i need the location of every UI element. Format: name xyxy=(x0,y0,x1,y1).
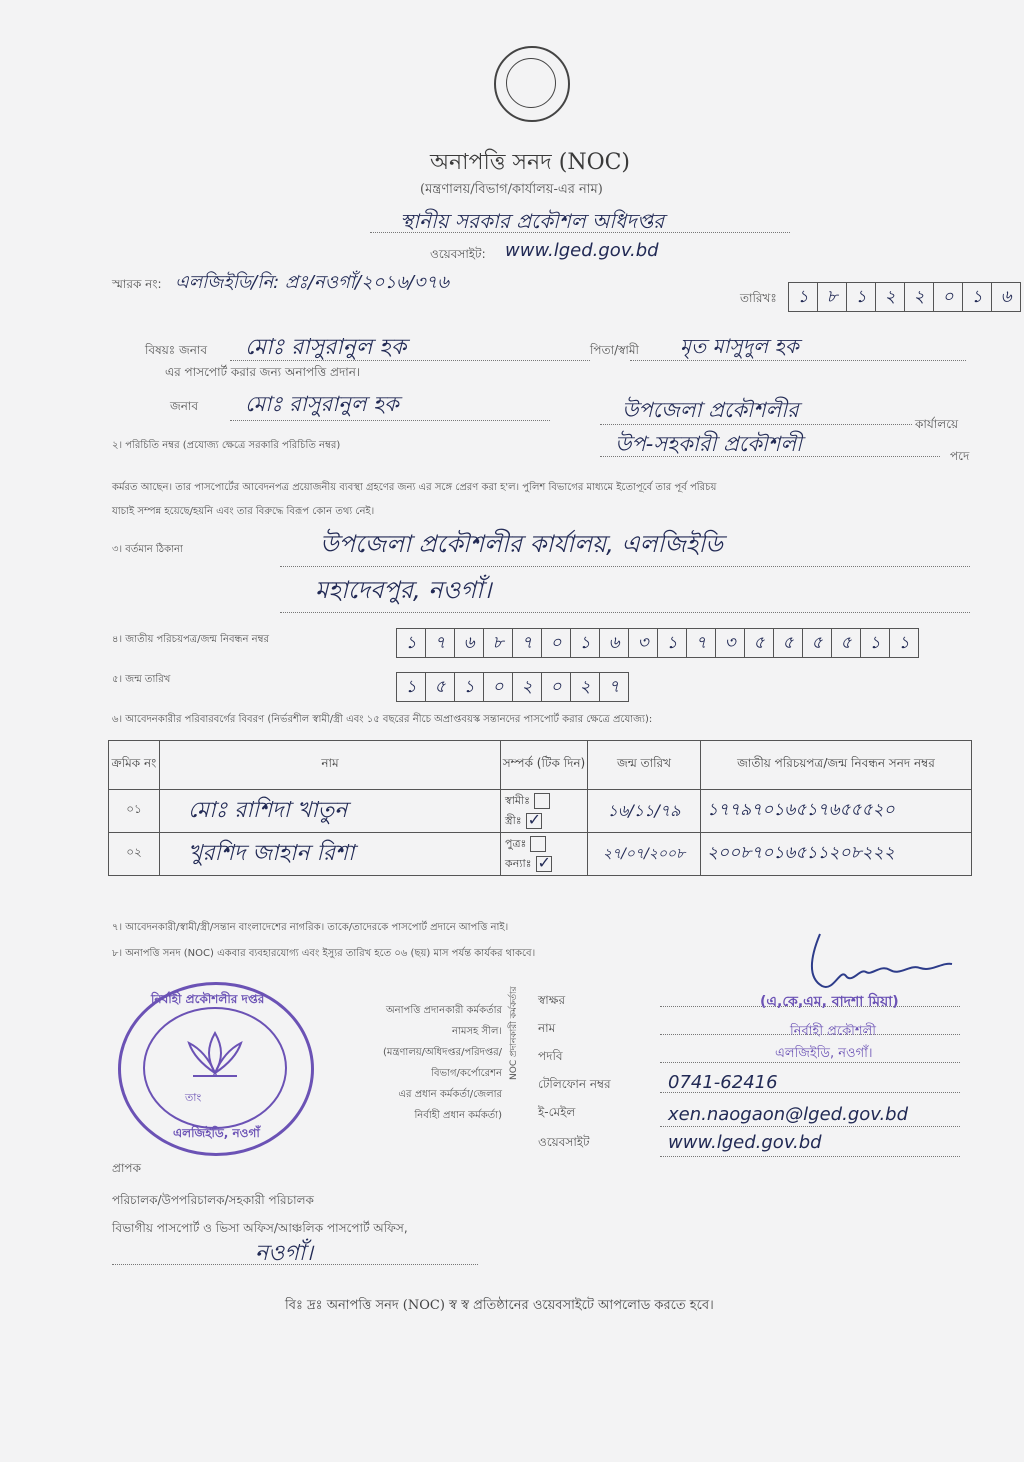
field-label: স্বাক্ষর xyxy=(538,993,566,1007)
dob-digit: ৫ xyxy=(426,673,455,701)
subject-label: বিষয়ঃ জনাব xyxy=(145,343,208,357)
field-label: টেলিফোন নম্বর xyxy=(538,1077,611,1091)
dob-digit: ২ xyxy=(513,673,542,701)
address-label: ৩। বর্তমান ঠিকানা xyxy=(112,544,183,555)
signatory-name-stamp: (এ,কে,এম, বাদশা মিয়া) xyxy=(760,994,899,1010)
signatory-office-stamp: এলজিইডি, নওগাঁ। xyxy=(775,1046,873,1061)
signatory-caption: অনাপত্তি প্রদানকারী কর্মকর্তার নামসহ সীল। (মন্ত্রণালয়/অধিদপ্তর/পরিদপ্তর/ বিভাগ/কর্পোরেশন এর প্রধান কর্মকর্তা/জেলার নির্বাহী প্রধান কর্মকর্তা) xyxy=(382,1005,502,1121)
office-stamp-icon xyxy=(118,982,314,1156)
recipient-line2: বিভাগীয় পাসপোর্ট ও ভিসা অফিস/আঞ্চলিক পাসপোর্ট অফিস, xyxy=(112,1221,408,1235)
row-dob: ২৭/০৭/২০০৮ xyxy=(602,846,686,862)
date-label: তারিখঃ xyxy=(740,291,777,305)
nid-digit: ০ xyxy=(542,629,571,657)
post-suffix: পদে xyxy=(950,449,970,463)
dob-digit: ০ xyxy=(484,673,513,701)
col-nid: জাতীয় পরিচয়পত্র/জন্ম নিবন্ধন সনদ নম্বর xyxy=(701,741,972,790)
field-label: ওয়েবসাইট xyxy=(538,1135,590,1149)
para-line2: যাচাই সম্পন্ন হয়েছে/হয়নি এবং তার বিরুদ্ধে বিরূপ কোন তথ্য নেই। xyxy=(112,506,375,517)
nid-digit: ৩ xyxy=(716,629,745,657)
office-handwritten: উপজেলা প্রকৌশলীর xyxy=(622,398,799,422)
signatory-designation-stamp: নির্বাহী প্রকৌশলী xyxy=(790,1024,877,1039)
website-label: ওয়েবসাইট: xyxy=(430,247,486,261)
field-label: ই-মেইল xyxy=(538,1105,576,1119)
dob-boxes xyxy=(396,672,629,702)
row-serial: ০২ xyxy=(109,833,160,876)
stamp-bottom-text: এলজিইডি, নওগাঁ xyxy=(173,1126,260,1140)
date-boxes xyxy=(788,282,1021,312)
id-label: ২। পরিচিতি নম্বর (প্রযোজ্য ক্ষেত্রে সরকারি পরিচিতি নম্বর) xyxy=(112,440,341,451)
rel-b-checkbox[interactable] xyxy=(526,813,542,829)
field-label: নাম xyxy=(538,1021,556,1035)
table-row xyxy=(109,790,972,833)
father-label: পিতা/স্বামী xyxy=(590,343,639,357)
applicant-name: মোঃ রাসুরানুল হক xyxy=(245,335,407,360)
date-digit: ৮ xyxy=(818,283,847,311)
col-dob: জন্ম তারিখ xyxy=(588,741,701,790)
rel-b-label: কন্যাঃ xyxy=(505,856,532,870)
recipient-label: প্রাপক xyxy=(112,1161,141,1175)
nid-digit: ৩ xyxy=(629,629,658,657)
note-7: ৭। আবেদনকারী/স্বামী/স্ত্রী/সন্তান বাংলাদেশের নাগরিক। তাকে/তাদেরকে পাসপোর্ট প্রদানে আপত্তি নাই। xyxy=(112,922,509,933)
family-table xyxy=(108,740,972,876)
nid-digit: ৮ xyxy=(484,629,513,657)
nid-digit: ৭ xyxy=(687,629,716,657)
date-digit: ১ xyxy=(789,283,818,311)
address-line2: মহাদেবপুর, নওগাঁ। xyxy=(315,576,492,604)
date-digit: ১ xyxy=(963,283,992,311)
rel-a-checkbox[interactable] xyxy=(534,793,550,809)
government-seal-icon xyxy=(494,46,570,122)
document-title: অনাপত্তি সনদ (NOC) xyxy=(430,150,631,175)
nid-digit: ১ xyxy=(658,629,687,657)
row-dob: ১৬/১১/৭৯ xyxy=(607,800,681,820)
recipient-city: নওগাঁ। xyxy=(255,1241,313,1266)
para-line1: কর্মরত আছেন। তার পাসপোর্টের আবেদনপত্র প্রয়োজনীয় ব্যবস্থা গ্রহণের জন্য এর সঙ্গে প্রেরণ করা হ'ল। পুলিশ বিভাগের মাধ্যমে ইতোপূর্বে তার পূর্ব পরিচয় xyxy=(112,482,717,493)
col-relation: সম্পর্ক (টিক দিন) xyxy=(501,741,588,790)
nid-label: ৪। জাতীয় পরিচয়পত্র/জন্ম নিবন্ধন নম্বর xyxy=(112,634,269,645)
nid-digit: ৭ xyxy=(426,629,455,657)
footer-note: বিঃ দ্রঃ অনাপত্তি সনদ (NOC) স্ব স্ব প্রতিষ্ঠানের ওয়েবসাইটে আপলোড করতে হবে। xyxy=(285,1298,714,1313)
phone-value: 0741-62416 xyxy=(668,1072,778,1093)
nid-digit: ১ xyxy=(397,629,426,657)
rel-b-label: স্ত্রীঃ xyxy=(505,813,522,827)
date-digit: ১ xyxy=(847,283,876,311)
website-handwritten: www.lged.gov.bd xyxy=(668,1132,822,1153)
email-value: xen.naogaon@lged.gov.bd xyxy=(668,1104,909,1125)
date-digit: ২ xyxy=(876,283,905,311)
row-name: মোঃ রাশিদা খাতুন xyxy=(188,797,348,823)
rel-b-checkbox[interactable] xyxy=(536,856,552,872)
note-8: ৮। অনাপত্তি সনদ (NOC) একবার ব্যবহারযোগ্য এবং ইস্যুর তারিখ হতে ০৬ (ছয়) মাস পর্যন্ত কার্যকর থাকবে। xyxy=(112,948,536,959)
date-digit: ২ xyxy=(905,283,934,311)
dob-digit: ০ xyxy=(542,673,571,701)
dob-digit: ২ xyxy=(571,673,600,701)
stamp-top-text: নির্বাহী প্রকৌশলীর দপ্তর xyxy=(151,992,265,1006)
nid-digit: ৫ xyxy=(745,629,774,657)
memo-label: স্মারক নং: xyxy=(112,277,162,291)
address-line1: উপজেলা প্রকৌশলীর কার্যালয়, এলজিইডি xyxy=(320,530,723,558)
post-handwritten: উপ-সহকারী প্রকৌশলী xyxy=(615,432,803,456)
nid-boxes xyxy=(396,628,919,658)
line2-name: মোঃ রাসুরানুল হক xyxy=(245,392,399,416)
nid-digit: ৭ xyxy=(513,629,542,657)
nid-digit: ৫ xyxy=(774,629,803,657)
nid-digit: ৫ xyxy=(803,629,832,657)
office-suffix: কার্যালয়ে xyxy=(915,417,959,431)
col-serial: ক্রমিক নং xyxy=(109,741,160,790)
rel-a-checkbox[interactable] xyxy=(530,836,546,852)
signature-icon xyxy=(800,928,960,998)
nid-digit: ৬ xyxy=(600,629,629,657)
document-subtitle: (মন্ত্রণালয়/বিভাগ/কার্যালয়-এর নাম) xyxy=(420,182,603,197)
father-name: মৃত মাসুদুল হক xyxy=(680,334,799,358)
col-name: নাম xyxy=(160,741,501,790)
row-nid: ১৭৭৯৭০১৬৫১৭৬৫৫৫২০ xyxy=(707,800,895,820)
family-label: ৬। আবেদনকারীর পরিবারবর্গের বিবরণ (নির্ভরশীল স্বামী/স্ত্রী এবং ১৫ বছরের নীচে অপ্রাপ্তবয়স্ক সন্তানদের পাসপোর্ট করার ক্ষেত্রে প্রযোজ্য): xyxy=(112,714,653,725)
nid-digit: ১ xyxy=(861,629,890,657)
table-row xyxy=(109,833,972,876)
field-label: পদবি xyxy=(538,1049,563,1063)
dob-digit: ১ xyxy=(455,673,484,701)
vertical-label: NOC প্রদানকারী কর্মকর্তার xyxy=(509,986,519,1080)
stamp-date-label: তাং xyxy=(185,1091,202,1104)
memo-number: এলজিইডি/নি: প্রঃ/নওগাঁ/২০১৬/৩৭৬ xyxy=(175,272,449,293)
date-digit: ৬ xyxy=(1000,287,1012,307)
purpose-text: এর পাসপোর্ট করার জন্য অনাপত্তি প্রদান। xyxy=(165,365,361,379)
rel-a-label: পুত্রঃ xyxy=(505,836,527,850)
line2-label: জনাব xyxy=(170,399,199,413)
nid-digit: ৬ xyxy=(455,629,484,657)
nid-digit: ৫ xyxy=(832,629,861,657)
row-name: খুরশিদ জাহান রিশা xyxy=(188,840,355,866)
dob-digit: ১ xyxy=(397,673,426,701)
dob-digit: ৭ xyxy=(608,677,620,697)
row-nid: ২০০৮৭০১৬৫১১২০৮২২২ xyxy=(707,843,895,863)
lotus-emblem-icon xyxy=(183,1029,247,1079)
nid-digit: ১ xyxy=(571,629,600,657)
recipient-line1: পরিচালক/উপপরিচালক/সহকারী পরিচালক xyxy=(112,1193,314,1207)
dob-label: ৫। জন্ম তারিখ xyxy=(112,674,171,685)
row-serial: ০১ xyxy=(109,790,160,833)
rel-a-label: স্বামীঃ xyxy=(505,793,531,807)
website-value: www.lged.gov.bd xyxy=(505,240,659,261)
office-name: স্থানীয় সরকার প্রকৌশল অধিদপ্তর xyxy=(400,209,665,233)
date-digit: ০ xyxy=(934,283,963,311)
nid-digit: ১ xyxy=(898,633,910,653)
